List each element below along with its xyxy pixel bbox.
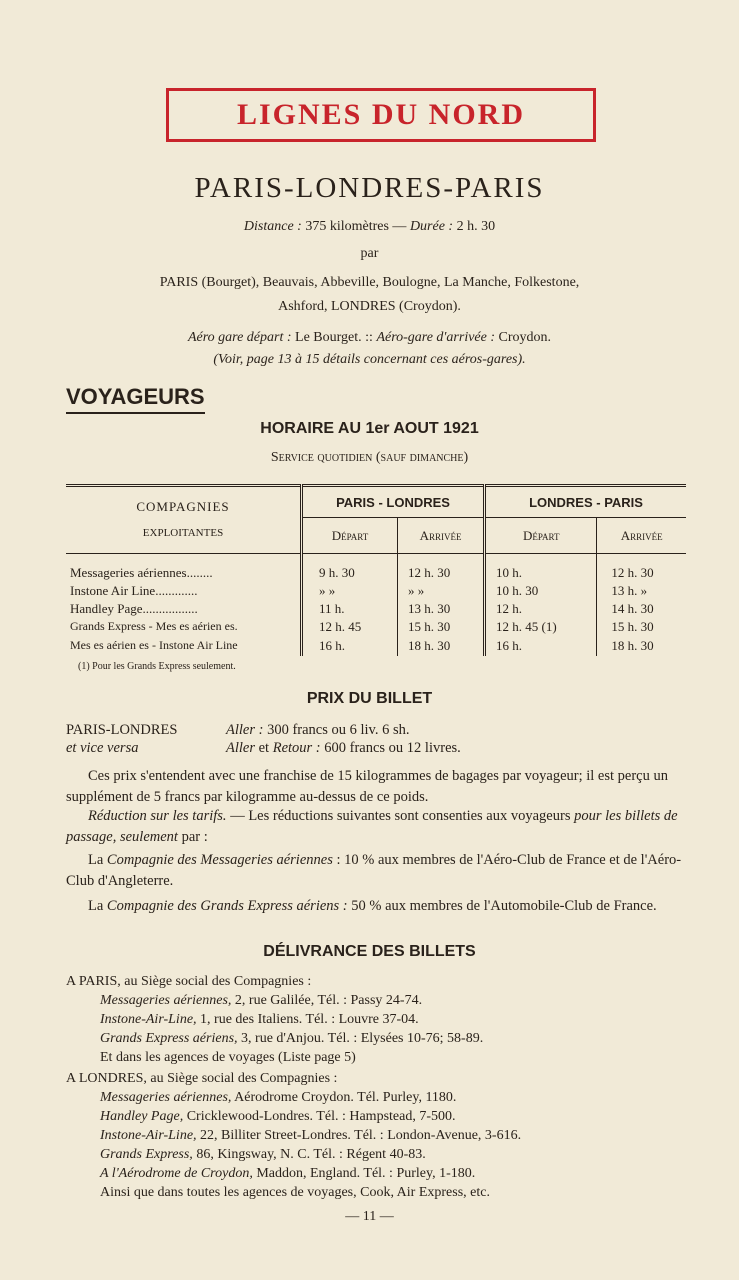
aerogare-line: Aéro gare départ : Le Bourget. :: Aéro-gare d'arrivée : Croydon. (187, 330, 552, 345)
list-item: A l'Aérodrome de Croydon, Maddon, England. Tél. : Purley, 1-180. (100, 1166, 476, 1181)
par-label: par (360, 246, 379, 261)
via-line-1: PARIS (Bourget), Beauvais, Abbeville, Boulogne, La Manche, Folkestone, (159, 275, 580, 290)
prix-paragraph-1: Ces prix s'entendent avec une franchise de 15 kilogrammes de bagages par voyageur; il est perçu un supplément de 5 francs par kilogramme au-dessus de ce poids. (66, 768, 668, 805)
horaire-title: HORAIRE AU 1er AOUT 1921 (260, 420, 479, 437)
list-item: Grands Express, 86, Kingsway, N. C. Tél. : Régent 40-83. (100, 1147, 426, 1162)
service-line: Service quotidien (sauf dimanche) (270, 450, 469, 465)
list-item: Messageries aériennes, 2, rue Galilée, Tél. : Passy 24-74. (100, 993, 423, 1008)
col-arrivee-pl: Arrivée (398, 518, 485, 554)
list-item: Ainsi que dans toutes les agences de voyages, Cook, Air Express, etc. (100, 1185, 490, 1200)
page-number: — 11 — (345, 1209, 394, 1224)
prix-line-2: et vice versa Aller et Retour : 600 francs ou 12 livres. (66, 740, 461, 756)
delivrance-title: DÉLIVRANCE DES BILLETS (263, 943, 476, 960)
paris-block-head: A PARIS, au Siège social des Compagnies : (66, 974, 312, 989)
prix-paragraph-2: Réduction sur les tarifs. — Les réductions suivantes sont consenties aux voyageurs pour les billets de passage, seulement par : (66, 808, 678, 845)
prix-line-1: PARIS-LONDRES Aller : 300 francs ou 6 liv. 6 sh. (66, 722, 410, 738)
table-row: Grands Express - Mes es aérien es. 12 h. 45 15 h. 30 12 h. 45 (1) 15 h. 30 (66, 618, 686, 636)
list-item: Handley Page, Cricklewood-Londres. Tél. : Hampstead, 7-500. (100, 1109, 456, 1124)
company-header: COMPAGNIES EXPLOITANTES (66, 486, 302, 554)
list-item: Instone-Air-Line, 22, Billiter Street-Londres. Tél. : London-Avenue, 3-616. (100, 1128, 522, 1143)
table-row: Instone Air Line............. » » » » 10 h. 30 13 h. » (66, 582, 686, 600)
section-voyageurs: VOYAGEURS (66, 384, 205, 414)
londres-block-head: A LONDRES, au Siège social des Compagnies : (66, 1071, 338, 1086)
prix-paragraph-4: La Compagnie des Grands Express aériens : 50 % aux membres de l'Automobile-Club de France. (88, 898, 657, 914)
timetable (66, 484, 686, 656)
list-item: Instone-Air-Line, 1, rue des Italiens. Tél. : Louvre 37-04. (100, 1012, 419, 1027)
table-row: Messageries aériennes........ 9 h. 30 12 h. 30 10 h. 12 h. 30 (66, 564, 686, 582)
list-item: Grands Express aériens, 3, rue d'Anjou. Tél. : Elysées 10-76; 58-89. (100, 1031, 484, 1046)
section-banner (166, 88, 596, 142)
list-item: Et dans les agences de voyages (Liste page 5) (100, 1050, 356, 1065)
banner-title: LIGNES DU NORD (236, 98, 526, 131)
group-paris-londres: PARIS - LONDRES (302, 486, 485, 518)
col-arrivee-lp: Arrivée (597, 518, 686, 554)
col-depart-pl: Départ (302, 518, 398, 554)
timetable-footnote: (1) Pour les Grands Express seulement. (78, 661, 236, 672)
voir-note: (Voir, page 13 à 15 détails concernant ces aéros-gares). (213, 352, 526, 367)
table-row: Mes es aérien es - Instone Air Line 16 h. 18 h. 30 16 h. 18 h. 30 (66, 636, 686, 656)
prix-title: PRIX DU BILLET (306, 690, 433, 707)
prix-paragraph-3: La Compagnie des Messageries aériennes : 10 % aux membres de l'Aéro-Club de France et de l'Aéro-Club d'Angleterre. (66, 852, 682, 889)
paris-block (66, 972, 686, 1067)
group-londres-paris: LONDRES - PARIS (485, 486, 686, 518)
col-depart-lp: Départ (485, 518, 597, 554)
list-item: Messageries aériennes, Aérodrome Croydon. Tél. Purley, 1180. (100, 1090, 457, 1105)
route-title: PARIS-LONDRES-PARIS (194, 172, 545, 204)
londres-block (66, 1069, 686, 1202)
via-line-2: Ashford, LONDRES (Croydon). (278, 299, 461, 314)
distance-line: Distance : 375 kilomètres — Durée : 2 h. 30 (243, 219, 496, 234)
table-row: Handley Page................. 11 h. 13 h. 30 12 h. 14 h. 30 (66, 600, 686, 618)
